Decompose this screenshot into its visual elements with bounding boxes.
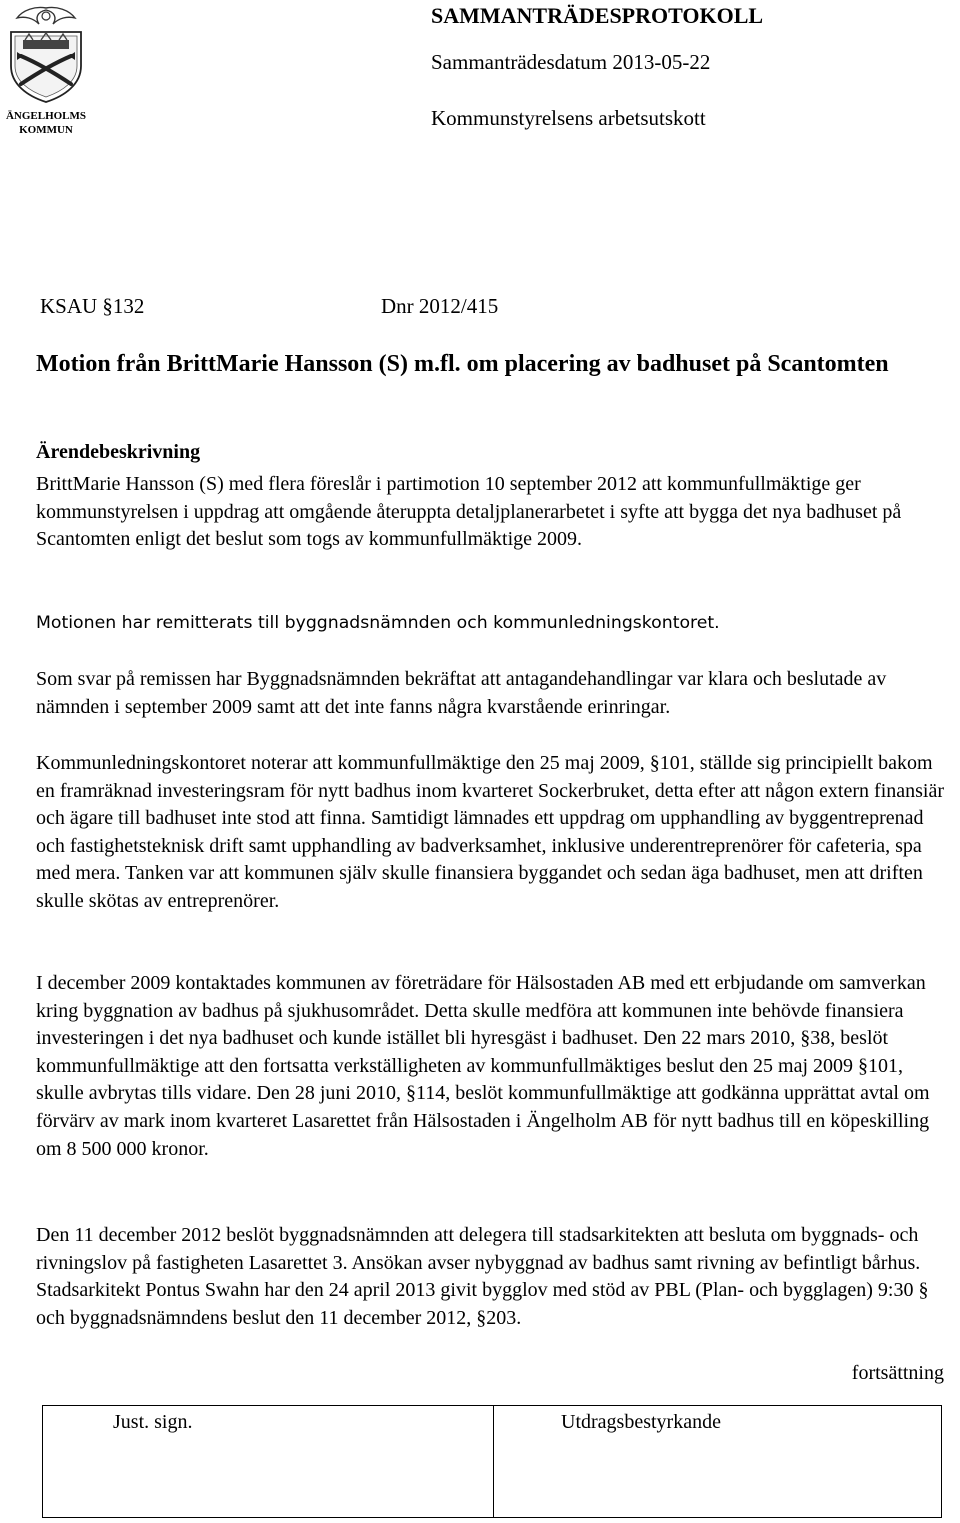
signature-divider (493, 1406, 494, 1517)
logo-line-1: ÄNGELHOLMS (5, 110, 87, 122)
protocol-title: SAMMANTRÄDESPROTOKOLL (431, 3, 764, 28)
paragraph-building-committee: Som svar på remissen har Byggnadsnämnden bekräftat att antagandehandlingar var klara och beslutade av nämnden i september 2009 samt att det inte fanns några kvarstående erinringar. (36, 668, 887, 718)
paragraph-motion: BrittMarie Hansson (S) med flera föreslår i partimotion 10 september 2012 att kommunfullmäktige ger kommunstyrelsen i uppdrag att omgående återuppta detaljplanerarbetet i syfte att bygga det nya badhuset på Scantomten enligt det beslut som togs av kommunfullmäktige 2009. (36, 473, 902, 551)
logo-line-2: KOMMUN (19, 124, 73, 136)
paragraph-building-permit: Den 11 december 2012 beslöt byggnadsnämnden att delegera till stadsarkitekten att besluta om byggnads- och rivningslov på fastigheten Lasarettet 3. Ansökan avser nybyggnad av badhus samt rivning av befintligt bårhus. Stadsarkitekt Pontus Swahn har den 24 april 2013 givit bygglov med stöd av PBL (Plan- och bygglagen) 9:30 § och byggnadsnämndens beslut den 11 december 2012, §203. (36, 1224, 929, 1329)
coat-of-arms-icon (5, 4, 87, 104)
continuation-note: fortsättning (851, 1362, 944, 1384)
paragraph-referral: Motionen har remitterats till byggnadsnämnden och kommunledningskontoret. (36, 613, 720, 633)
paragraph-administration: Kommunledningskontoret noterar att kommunfullmäktige den 25 maj 2009, §101, ställde sig principiellt bakom en framräknad investeringsram för nytt badhus inom kvarteret Sockerbruket, detta efter att någon extern finansiär och ägare till badhuset inte stod att finna. Samtidigt lämnades ett uppdrag om upphandling av byggentreprenad och fastighetsteknisk drift samt upphandling av badverksamhet, inklusive underentreprenörer för cafeteria, spa med mera. Tanken var att kommunen själv skulle finansiera byggandet och sedan äga badhuset, men att driften skulle skötas av entreprenörer. (36, 752, 944, 912)
adjuster-signature-label: Just. sign. (113, 1411, 193, 1433)
case-number: KSAU §132 (40, 294, 145, 318)
meeting-date: Sammanträdesdatum 2013-05-22 (431, 50, 711, 74)
extract-certification-label: Utdragsbestyrkande (561, 1411, 721, 1433)
signature-box (42, 1405, 942, 1518)
paragraph-halsostaden: I december 2009 kontaktades kommunen av företrädare för Hälsostaden AB med ett erbjudande om samverkan kring byggnation av badhus på sjukhusområdet. Detta skulle medföra att kommunen inte behövde finansiera investeringen i det nya badhuset och kunde istället bli hyresgäst i badhuset. Den 22 mars 2010, §38, beslöt kommunfullmäktige att den fortsatta verkställigheten av kommunfullmäktiges beslut den 25 maj 2009 §101, skulle avbrytas tills vidare. Den 28 juni 2010, §114, beslöt kommunfullmäktige att godkänna upprättat avtal om förvärv av mark inom kvarteret Lasarettet från Hälsostaden i Ängelholm AB för nytt badhus till en köpeskilling om 8 500 000 kronor. (36, 972, 930, 1160)
municipality-logo (0, 0, 92, 140)
section-heading: Ärendebeskrivning (36, 441, 201, 463)
case-heading: Motion från BrittMarie Hansson (S) m.fl. om placering av badhuset på Scantomten (36, 351, 889, 377)
committee-name: Kommunstyrelsens arbetsutskott (431, 106, 706, 130)
registration-number: Dnr 2012/415 (381, 294, 499, 318)
